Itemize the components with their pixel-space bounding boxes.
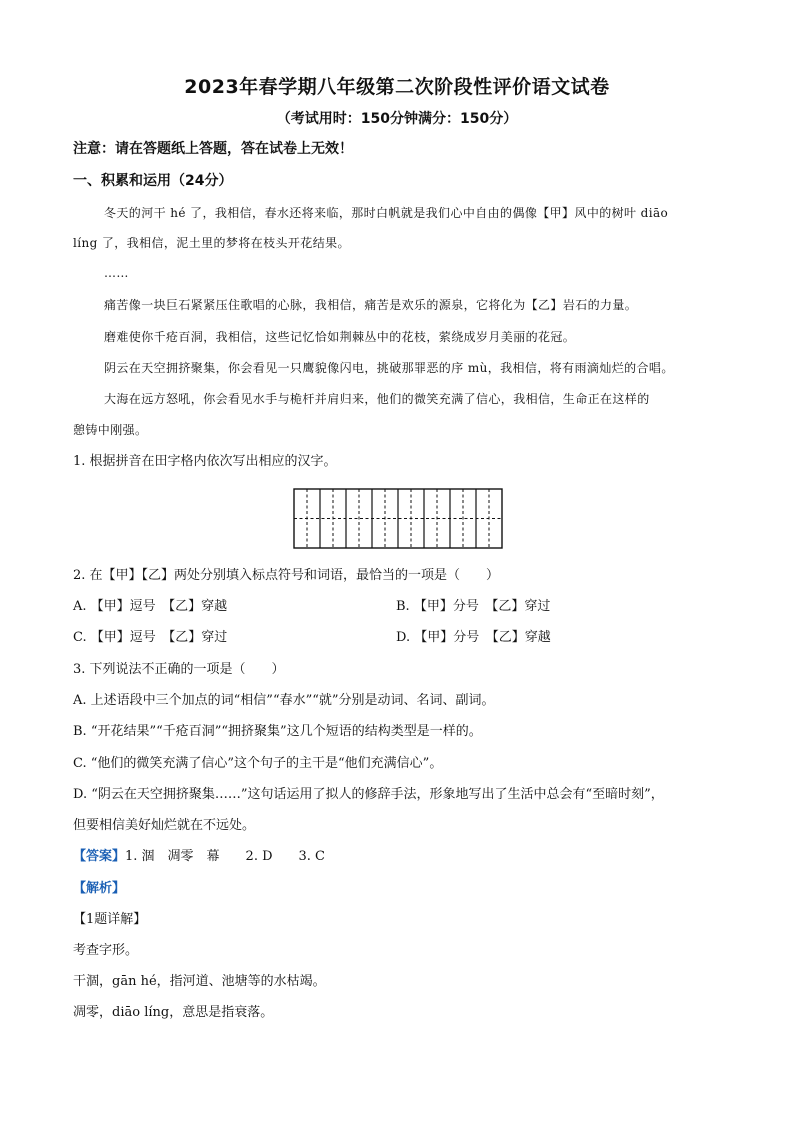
- question-2: 2. 在【甲】【乙】两处分别填入标点符号和词语，最恰当的一项是（ ）: [73, 568, 500, 583]
- passage-line: 憩铸中刚强。: [73, 423, 148, 437]
- option-2a: A. 【甲】逗号 【乙】穿越: [73, 599, 228, 614]
- passage-line: 痛苦像一块巨石紧紧压住歌唱的心脉，我相信，痛苦是欢乐的源泉，它将化为【乙】岩石的力量。: [104, 298, 638, 312]
- passage-line: 冬天的河干 hé 了，我相信，春水还将来临，那时白帆就是我们心中自由的偶像【甲】风中的树叶 diāo: [104, 206, 669, 220]
- option-3b: B. “开花结果”“千疮百洞”“拥挤聚集”这几个短语的结构类型是一样的。: [73, 724, 482, 739]
- option-3d: D. “阴云在天空拥挤聚集……”这句话运用了拟人的修辞手法，形象地写出了生活中总会有“至暗时刻”，: [73, 787, 664, 802]
- passage-line: 大海在远方怒吼，你会看见水手与桅杆并肩归来，他们的微笑充满了信心，我相信，生命正在这样的: [104, 392, 650, 406]
- grid-cell-dividers: [320, 489, 476, 548]
- option-2b: B. 【甲】分号 【乙】穿过: [396, 599, 551, 614]
- option-3c: C. “他们的微笑充满了信心”这个句子的主干是“他们充满信心”。: [73, 756, 443, 771]
- detail-line: 考查字形。: [73, 943, 139, 958]
- passage-line: 阴云在天空拥挤聚集，你会看见一只鹰貌像闪电，挑破那罪恶的序 mù，我相信，将有雨滴灿烂的合唱。: [104, 361, 674, 375]
- option-3d-cont: 但要相信美好灿烂就在不远处。: [73, 818, 256, 833]
- answer-line: [73, 848, 325, 866]
- analysis-line: [73, 880, 125, 898]
- answer-tag: 【答案】: [73, 849, 126, 864]
- question-1: 1. 根据拼音在田字格内依次写出相应的汉字。: [73, 454, 337, 469]
- option-3a: A. 上述语段中三个加点的词“相信”“春水”“就”分别是动词、名词、副词。: [73, 693, 495, 708]
- analysis-tag: 【解析】: [73, 881, 126, 896]
- page-title: 2023年春学期八年级第二次阶段性评价语文试卷: [184, 76, 610, 98]
- passage-line: líng 了，我相信，泥土里的梦将在枝头开花结果。: [73, 236, 350, 250]
- answer-text: 1. 涸 凋零 幕 2. D 3. C: [125, 849, 325, 864]
- passage-line: 磨难使你千疮百洞，我相信，这些记忆恰如荆棘丛中的花枝，萦绕成岁月美丽的花冠。: [104, 330, 576, 344]
- exam-time-note: （考试用时：150分钟满分：150分）: [276, 111, 518, 127]
- detail-line: 干涸，gān hé，指河道、池塘等的水枯竭。: [73, 974, 326, 989]
- tianzige-grid: [293, 488, 505, 550]
- detail-line: 凋零，diāo líng，意思是指衰落。: [73, 1005, 274, 1020]
- notice: 注意：请在答题纸上答题，答在试卷上无效！: [73, 141, 353, 157]
- option-2d: D. 【甲】分号 【乙】穿越: [396, 630, 551, 645]
- detail-heading: 【1题详解】: [73, 912, 147, 927]
- question-3: 3. 下列说法不正确的一项是（ ）: [73, 662, 285, 677]
- section-heading: 一、积累和运用（24分）: [73, 173, 233, 189]
- passage-ellipsis: ……: [104, 266, 129, 280]
- option-2c: C. 【甲】逗号 【乙】穿过: [73, 630, 228, 645]
